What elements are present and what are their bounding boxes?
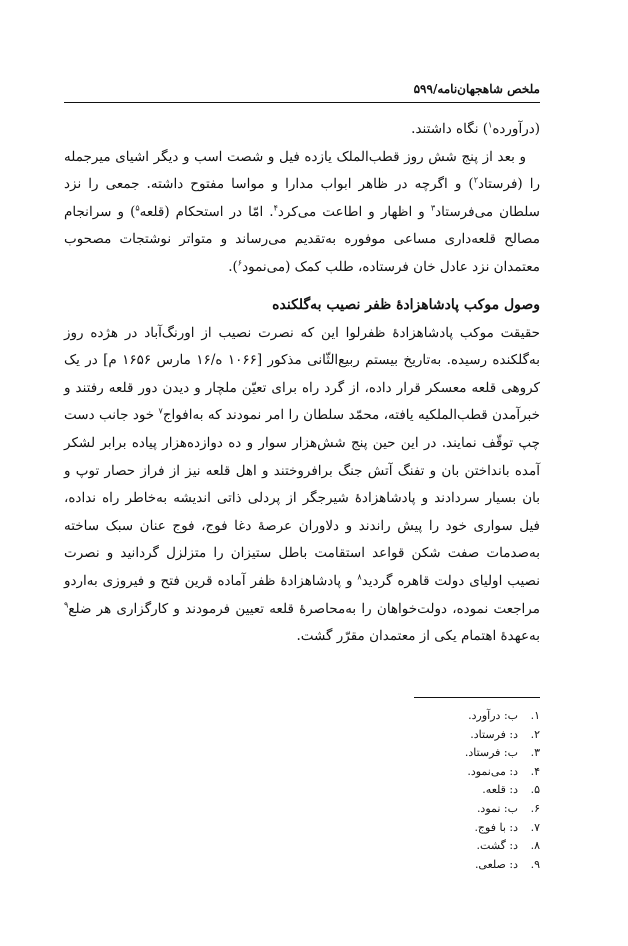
footnote-ref-1: ۱ <box>488 120 493 130</box>
paragraph-1: (درآورده$^۱$) نگاه داشتند. <box>411 120 540 137</box>
footnote-ref-8: ۸ <box>357 572 362 582</box>
footnote-ref-5: ۵ <box>135 203 140 213</box>
paragraph-2: و بعد از پنج شش روز قطب‌الملک یازده فیل و شصت اسب و دیگر اشیای میرجمله را (فرستاد$^۲$) و اگرچه در ظاهر ابواب مدارا و مواسا مفتوح داشته. جمعی را نزد سلطان می‌فرستاد$^۳$ و اظهار و اطاعت می‌کرد$^۴$. امّا در استحکام (قلعه$^۵$) و سرانجام مصالح قلعه‌داری مساعی موفوره به‌تقدیم می‌رساند و متواتر نوشتجات مصحوب معتمدان نزد عادل خان فرستاده، طلب کمک (می‌نمود$^۶$). <box>64 148 540 275</box>
footnote-ref-4: ۴ <box>273 203 278 213</box>
footnote-separator <box>414 697 540 698</box>
footnote-ref-9: ۹ <box>64 600 69 609</box>
footnote-item: ۴. د: می‌نمود. <box>467 764 540 778</box>
footnote-item: ۲. د: فرستاد. <box>470 727 540 741</box>
footnote-item: ۹. د: صلعی. <box>474 857 540 871</box>
footnote-item: ۷. د: با فوج. <box>474 820 540 834</box>
footnotes-list <box>300 707 540 874</box>
footnote-item: ۶. ب: نمود. <box>476 801 540 815</box>
footnote-ref-6: ۶ <box>237 258 243 268</box>
footnote-item: ۱. ب: درآورد. <box>468 709 540 722</box>
footnote-item: ۸. د: گشت. <box>476 839 540 853</box>
footnote-item: ۳. ب: فرستاد. <box>464 746 540 760</box>
running-header-text: ملخص شاهجهان‌نامه/۵۹۹ <box>413 82 540 96</box>
section-heading: وصول موکب پادشاهزادهٔ ظفر نصیب به‌گلکنده <box>272 296 540 313</box>
page-body <box>64 116 540 651</box>
footnote-item: ۵. د: قلعه. <box>482 783 540 797</box>
running-header <box>64 80 540 103</box>
footnote-ref-7: ۷ <box>158 406 163 416</box>
paragraph-3: حقیقت موکب پادشاهزادهٔ ظفرلوا این که نصرت نصیب از اورنگ‌آباد در هژده روز به‌گلکنده رسیده. به‌تاریخ بیستم ربیع‌الثّانی مذکور [۱۰۶۶ ه/۱۶ مارس ۱۶۵۶ م] در یک کروهی قلعه معسکر قرار داده، از گرد راه برای تعیّن ملچار و دیدن دور قلعه رفتند و خبرآمدن قطب‌الملکیه یافته، محمّد سلطان را امر نمودند که به‌افواج$^۷$ خود جانب دست چپ توقّف نمایند. در این حین پنج شش‌هزار سوار و ده دوازده‌هزار پیاده برابر لشکر آمده بانداختن بان و تفنگ آتش جنگ برافروختند و اهل قلعه نیز از فراز حصار توپ و بان بسیار سردادند و پادشاهزادهٔ شیرجگر از پردلی ذاتی اندیشه به‌خاطر راه نداده، فیل سواری خود را پیش راندند و دلاوران عرصهٔ دغا فوج، فوج عنان سبک ساخته به‌صدمات صفت شکن قواعد استقامت باطل ستیزان را متزلزل گردانید و نصرت نصیب اولیای دولت قاهره گردید$^۸$ و پادشاهزادهٔ ظفر آماده قرین فتح و فیروزی به‌اردو مراجعت نموده، دولت‌خواهان را به‌محاصرهٔ قلعه تعیین فرمودند و کارگزاری هر ضلع$^۹$ به‌عهدهٔ اهتمام یکی از معتمدان مقرّر گشت. <box>64 324 540 645</box>
footnote-ref-3: ۳ <box>430 203 436 213</box>
footnote-ref-2: ۲ <box>473 175 478 185</box>
